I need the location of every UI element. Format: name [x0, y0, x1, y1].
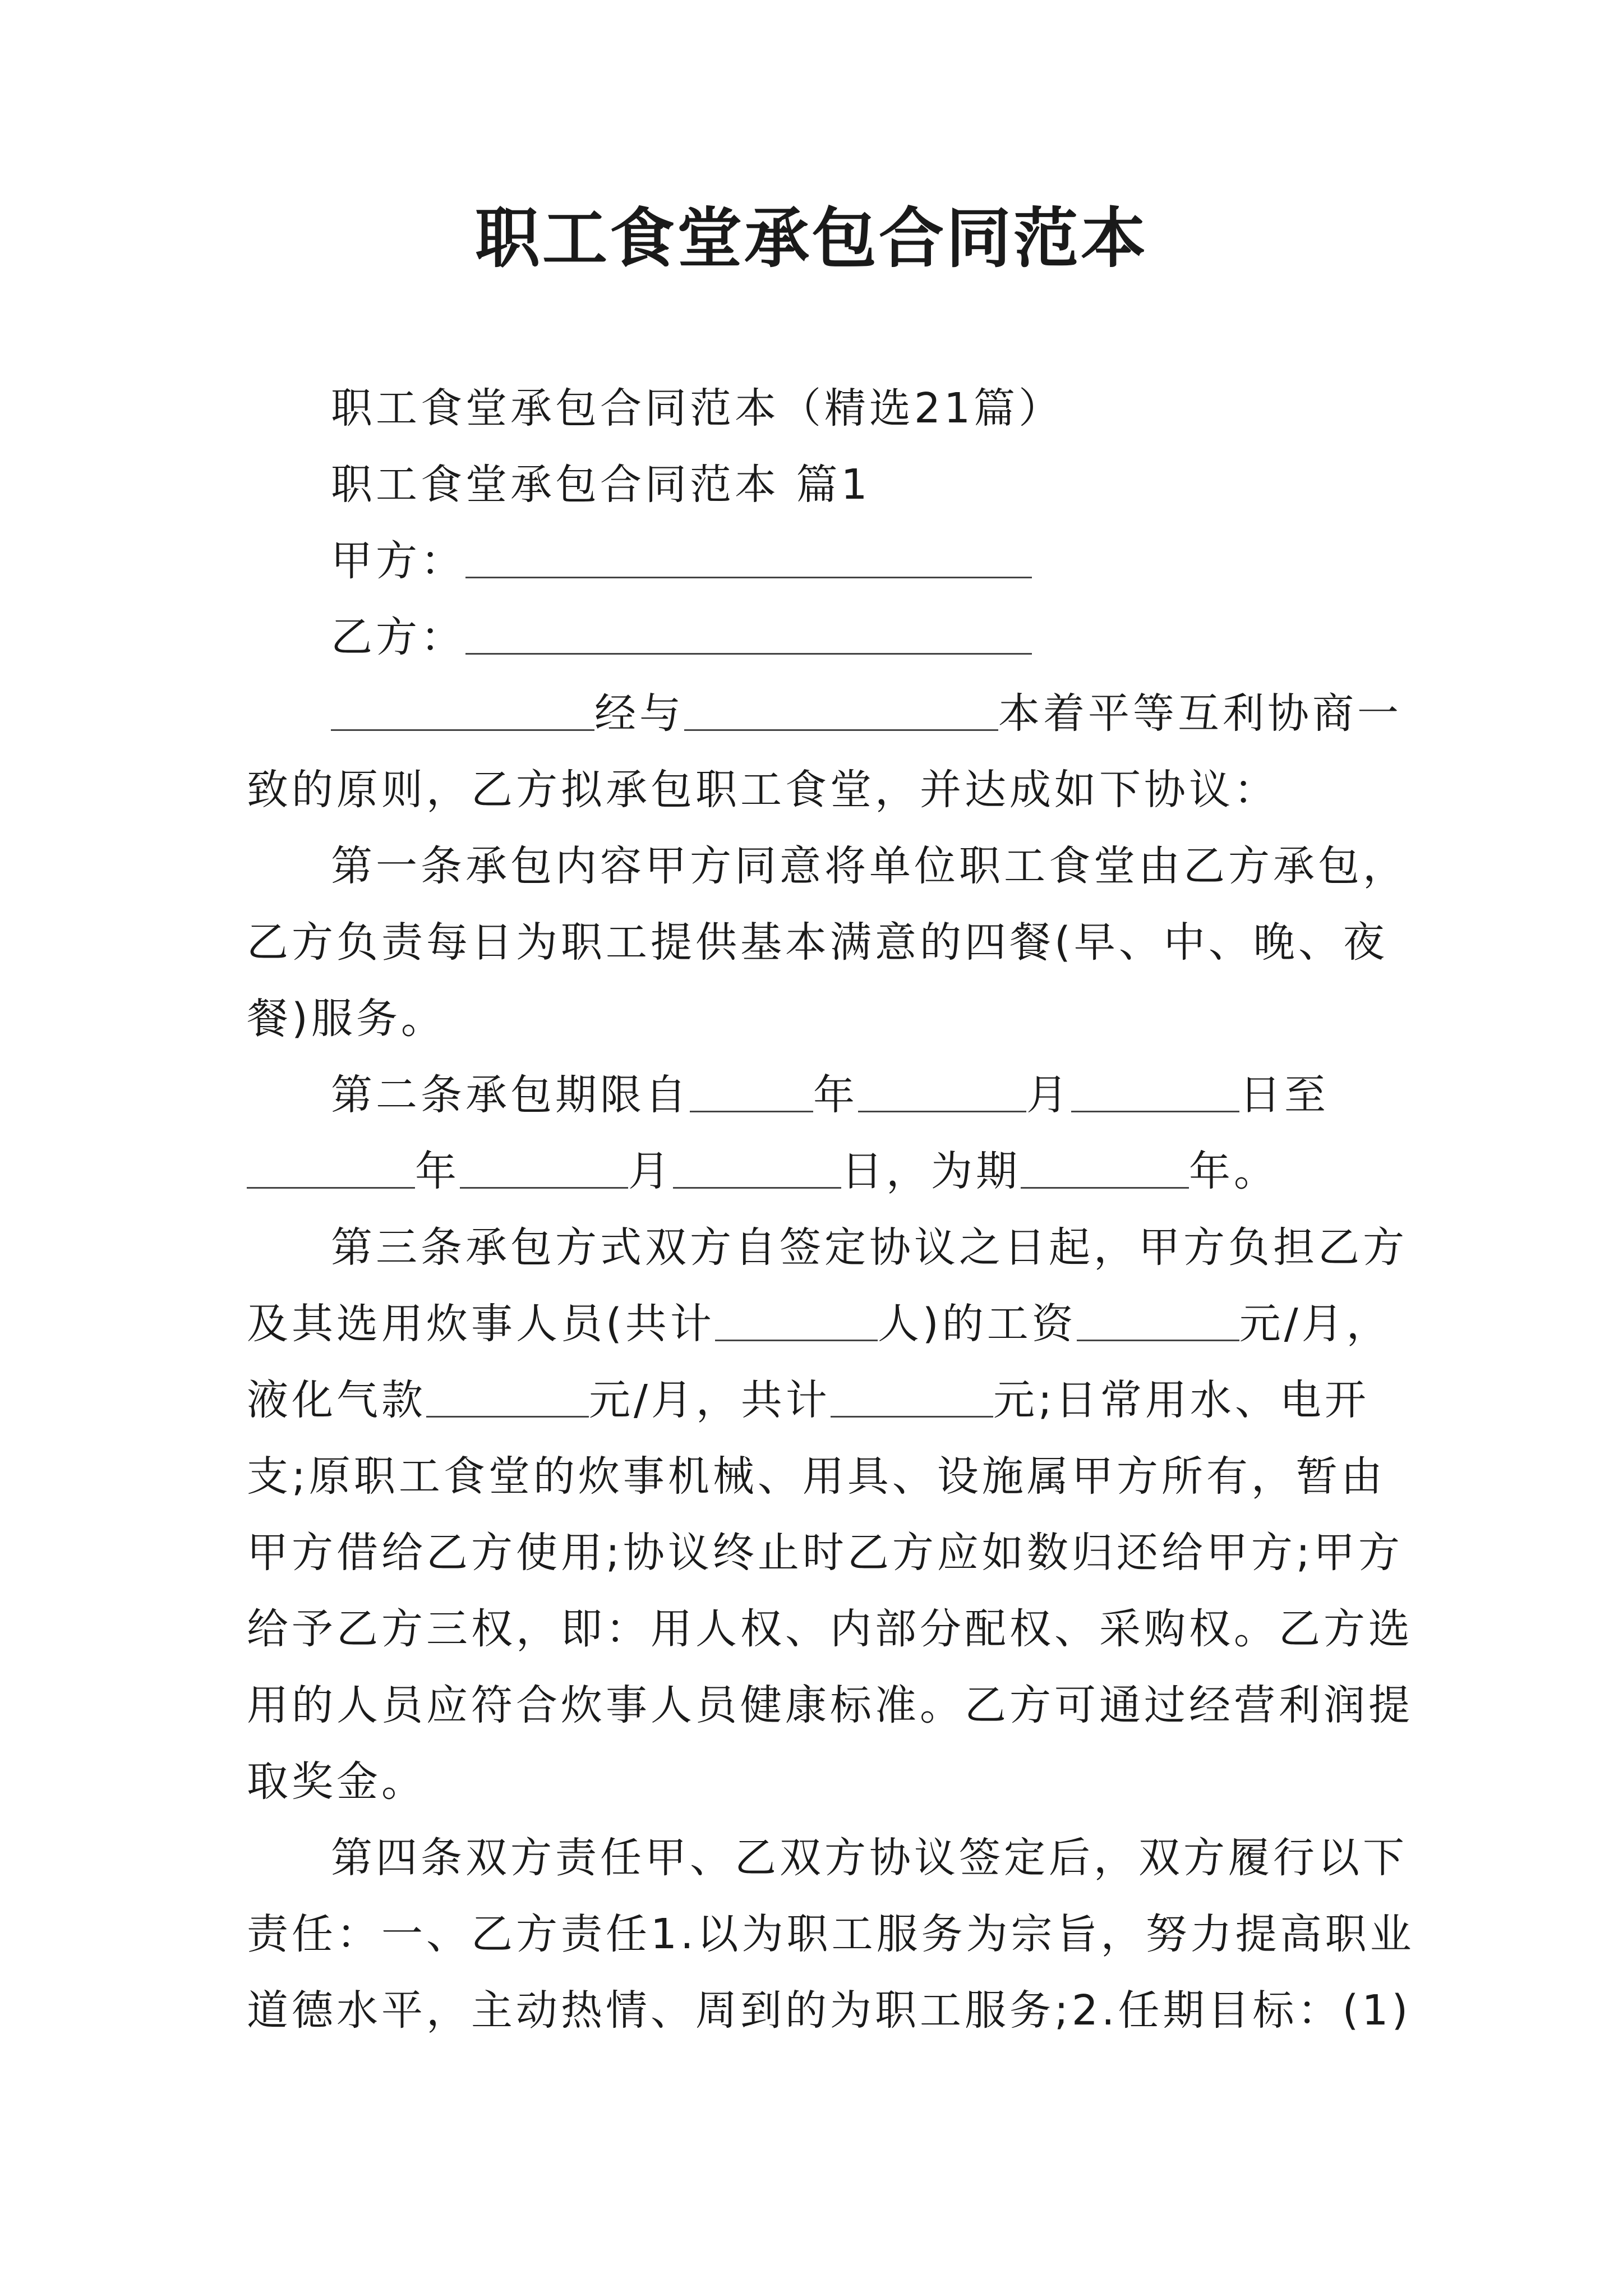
article3-line-6: 给予乙方三权，即：用人权、内部分配权、采购权。乙方选	[247, 1605, 1413, 1653]
article2-blank-period	[1021, 1147, 1189, 1189]
article4-line-2: 责任：一、乙方责任1.以为职工服务为宗旨，努力提高职业	[247, 1910, 1415, 1958]
article2-blank-month	[858, 1070, 1026, 1112]
article3-blank-gas	[426, 1375, 589, 1418]
intro-tail: 本着平等互利协商一	[998, 689, 1402, 738]
article2-blank-end-year	[247, 1147, 415, 1189]
article3-line2-c: 元/月，	[1239, 1300, 1391, 1348]
article2-year: 年	[813, 1071, 858, 1119]
party-a-blank	[465, 536, 1032, 578]
intro-mid: 经与	[594, 689, 684, 738]
article2-blank-end-day	[673, 1147, 841, 1189]
article1-line-3: 餐)服务。	[247, 995, 446, 1043]
intro-blank-2	[684, 689, 998, 731]
party-b-label: 乙方：	[331, 613, 465, 661]
article3-line-2	[247, 1286, 1391, 1362]
party-b-row	[247, 599, 1377, 675]
article4-line-1: 第四条双方责任甲、乙双方协议签定后，双方履行以下	[331, 1834, 1408, 1882]
section-heading: 职工食堂承包合同范本 篇1	[331, 461, 871, 509]
article2-month-2: 月	[628, 1147, 673, 1195]
article2-blank-year	[690, 1070, 813, 1112]
article3-blank-staff	[715, 1299, 878, 1341]
party-a-label: 甲方：	[331, 537, 465, 585]
intro-line-1	[247, 675, 1402, 752]
article3-line-3	[247, 1362, 1377, 1438]
article2-day-period: 日，为期	[841, 1147, 1021, 1195]
article2-day-to: 日至	[1239, 1071, 1329, 1119]
document-title: 职工食堂承包合同范本	[475, 200, 1148, 277]
article3-blank-total	[831, 1375, 993, 1418]
article2-start: 第二条承包期限自	[331, 1071, 690, 1119]
article3-blank-wage	[1077, 1299, 1239, 1341]
article2-blank-end-month	[460, 1147, 628, 1189]
article3-line2-b: 人)的工资	[877, 1300, 1077, 1348]
article2-year-end: 年。	[1189, 1147, 1279, 1195]
article2-blank-day	[1071, 1070, 1239, 1112]
intro-blank-1	[331, 689, 594, 731]
article3-line3-b: 元/月，共计	[589, 1376, 831, 1424]
article4-line-3: 道德水平，主动热情、周到的为职工服务;2.任期目标：(1)	[247, 1986, 1412, 2035]
article1-line-2: 乙方负责每日为职工提供基本满意的四餐(早、中、晚、夜	[247, 918, 1388, 967]
article2-line-2	[247, 1133, 1377, 1209]
intro-line-2: 致的原则，乙方拟承包职工食堂，并达成如下协议：	[247, 766, 1279, 814]
party-a-row	[247, 523, 1377, 599]
article3-line3-a: 液化气款	[247, 1376, 426, 1424]
article3-line-4: 支;原职工食堂的炊事机械、用具、设施属甲方所有，暂由	[247, 1452, 1386, 1501]
article2-line-1	[247, 1057, 1377, 1133]
article3-line-8: 取奖金。	[247, 1757, 426, 1806]
article3-line3-c: 元;日常用水、电开	[993, 1376, 1370, 1424]
subtitle: 职工食堂承包合同范本（精选21篇）	[331, 384, 1064, 432]
article2-year-2: 年	[415, 1147, 460, 1195]
article3-line-1: 第三条承包方式双方自签定协议之日起，甲方负担乙方	[331, 1223, 1408, 1272]
article2-month: 月	[1026, 1071, 1071, 1119]
article3-line-7: 用的人员应符合炊事人员健康标准。乙方可通过经营利润提	[247, 1681, 1413, 1729]
article3-line2-a: 及其选用炊事人员(共计	[247, 1300, 715, 1348]
document-body	[247, 370, 1415, 2049]
article3-line-5: 甲方借给乙方使用;协议终止时乙方应如数归还给甲方;甲方	[247, 1529, 1403, 1577]
article1-line-1: 第一条承包内容甲方同意将单位职工食堂由乙方承包，	[331, 842, 1408, 890]
party-b-blank	[465, 613, 1032, 655]
